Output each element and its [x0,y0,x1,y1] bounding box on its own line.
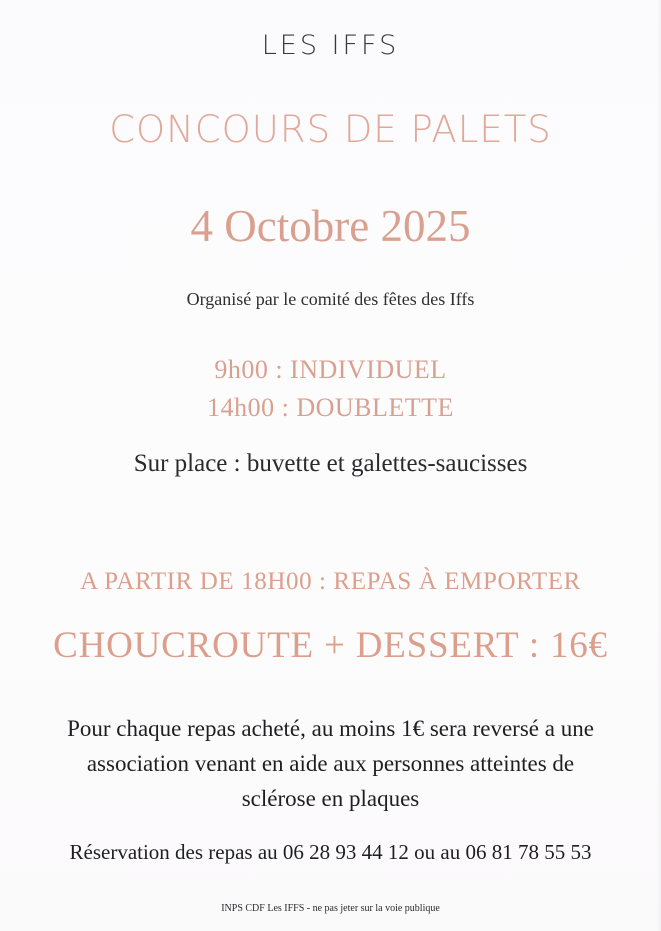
donation-line: Pour chaque repas acheté, au moins 1€ sera reversé a une [67,716,594,741]
footer-note: INPS CDF Les IFFS - ne pas jeter sur la voie publique [221,903,440,914]
donation-line: association venant en aide aux personnes atteintes de [86,751,575,776]
event-date: 4 Octobre 2025 [190,201,471,251]
page-edge-shadow [657,0,661,931]
reservation-line: Réservation des repas au 06 28 93 44 12 ou au 06 81 78 55 53 [69,840,592,864]
schedule-individual: 9h00 : INDIVIDUEL [214,355,447,384]
event-title: CONCOURS DE PALETS [109,108,552,151]
meal-offer: CHOUCROUTE + DESSERT : 16€ [53,625,608,666]
onsite-info: Sur place : buvette et galettes-saucisses [133,450,528,477]
donation-line: sclérose en plaques [241,786,420,811]
town-name: LES IFFS [261,30,400,61]
organizer-line: Organisé par le comité des fêtes des Iffs [186,289,475,309]
schedule-doublette: 14h00 : DOUBLETTE [207,393,454,422]
meal-time: A PARTIR DE 18H00 : REPAS À EMPORTER [80,568,581,595]
